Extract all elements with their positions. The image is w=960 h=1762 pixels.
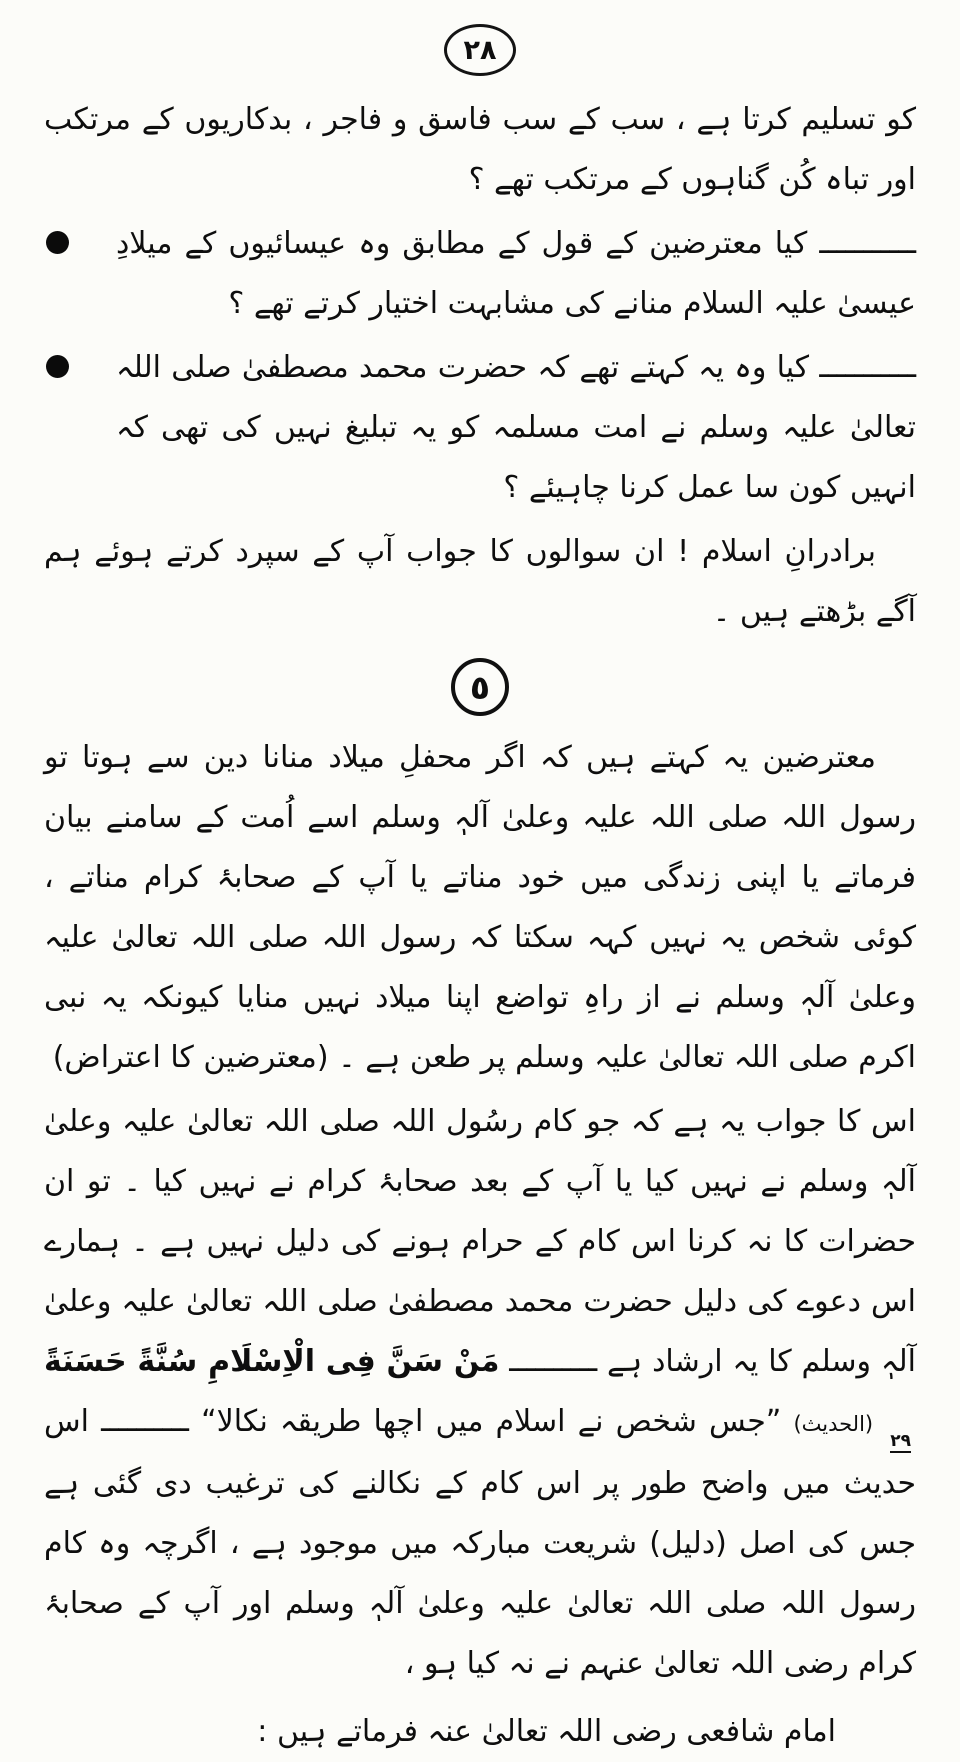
paragraph-continuation: کو تسلیم کرتا ہے ، سب کے سب فاسق و فاجر ، بدکاریوں کے مرتکب اور تباہ کُن گناہوں کے مرتکب تھے ؟ — [44, 102, 916, 197]
page-header — [44, 24, 916, 76]
paragraph-closing: امام شافعی رضی اللہ تعالیٰ عنہ فرماتے ہیں : — [257, 1714, 836, 1749]
footnote-ref: ٢٩ — [890, 1431, 911, 1451]
bullet-question-1: کیا معترضین کے قول کے مطابق وہ عیسائیوں کے میلادِ عیسیٰ علیہ السلام منانے کی مشابہت اختیار کرتے تھے ؟ — [116, 226, 916, 321]
hadith-source: (الحدیث) — [793, 1412, 874, 1436]
quote-trailing-dash: ــــــــــ — [101, 1404, 189, 1439]
quote-leading-dash: ــــــــــ — [509, 1344, 598, 1379]
bullet-item-2 — [44, 338, 916, 518]
bullet-text-1 — [116, 214, 916, 334]
bullet-icon — [46, 355, 69, 378]
bullet-item-1 — [44, 214, 916, 334]
answer-lead-text: اس کا جواب یہ ہے کہ جو کام رسُول اللہ صلی اللہ تعالیٰ علیہ وعلیٰ آلہٖ وسلم نے نہیں کیا یا آپ کے بعد صحابۂ کرام نے نہیں کیا ۔ تو ان حضرات کا نہ کرنا اس کام کے حرام ہونے کی دلیل نہیں ہے ۔ ہمارے اس دعوے کی دلیل حضرت محمد مصطفیٰ صلی اللہ تعالیٰ علیہ وعلیٰ آلہٖ وسلم کا یہ ارشاد ہے — [44, 1104, 916, 1379]
section-number: ٥ — [469, 667, 491, 707]
hadith-arabic-quote: مَنْ سَنَّ فِی الْاِسْلَامِ سُنَّةً حَسَنَةً — [44, 1344, 500, 1379]
page-number: ٢٨ — [463, 34, 497, 66]
paragraph-answer — [44, 1092, 916, 1694]
bullet-question-2: کیا وہ یہ کہتے تھے کہ حضرت محمد مصطفیٰ صلی اللہ تعالیٰ علیہ وسلم نے امت مسلمہ کو یہ تبلیغ نہیں کی تھی کہ انہیں کون سا عمل کرنا چاہیئے ؟ — [116, 350, 916, 505]
section-number-badge — [451, 658, 509, 716]
leader-dash: ـــــــــــ — [819, 226, 916, 261]
bullet-icon — [46, 231, 69, 254]
page-number-badge — [444, 24, 516, 76]
bullet-text-2 — [116, 338, 916, 518]
paragraph-objection: معترضین یہ کہتے ہیں کہ اگر محفلِ میلاد منانا دین سے ہوتا تو رسول اللہ صلی اللہ علیہ وعلیٰ آلہٖ وسلم اسے اُمت کے سامنے بیان فرماتے یا اپنی زندگی میں خود مناتے یا آپ کے صحابۂ کرام مناتے ، کوئی شخص یہ نہیں کہہ سکتا کہ رسول اللہ صلی اللہ تعالیٰ علیہ وعلیٰ آلہٖ وسلم نے از راہِ تواضع اپنا میلاد نہیں منایا کیونکہ یہ نبی اکرم صلی اللہ تعالیٰ علیہ وسلم پر طعن ہے ۔ (معترضین کا اعتراض) — [44, 740, 916, 1075]
paragraph-transition: برادرانِ اسلام ! ان سوالوں کا جواب آپ کے سپرد کرتے ہوئے ہم آگے بڑھتے ہیں ۔ — [44, 534, 916, 629]
section-header — [44, 658, 916, 716]
leader-dash: ـــــــــــ — [819, 350, 916, 385]
answer-tail-text: اس حدیث میں واضح طور پر اس کام کے نکالنے کی ترغیب دی گئی ہے جس کی اصل (دلیل) شریعت مبارکہ میں موجود ہے ، اگرچہ وہ کام رسول اللہ صلی اللہ تعالیٰ علیہ وعلیٰ آلہٖ وسلم اور آپ کے صحابۂ کرام رضی اللہ تعالیٰ عنہم نے نہ کیا ہو ، — [44, 1404, 916, 1681]
hadith-translation: ”جس شخص نے اسلام میں اچھا طریقہ نکالا“ — [201, 1404, 782, 1439]
